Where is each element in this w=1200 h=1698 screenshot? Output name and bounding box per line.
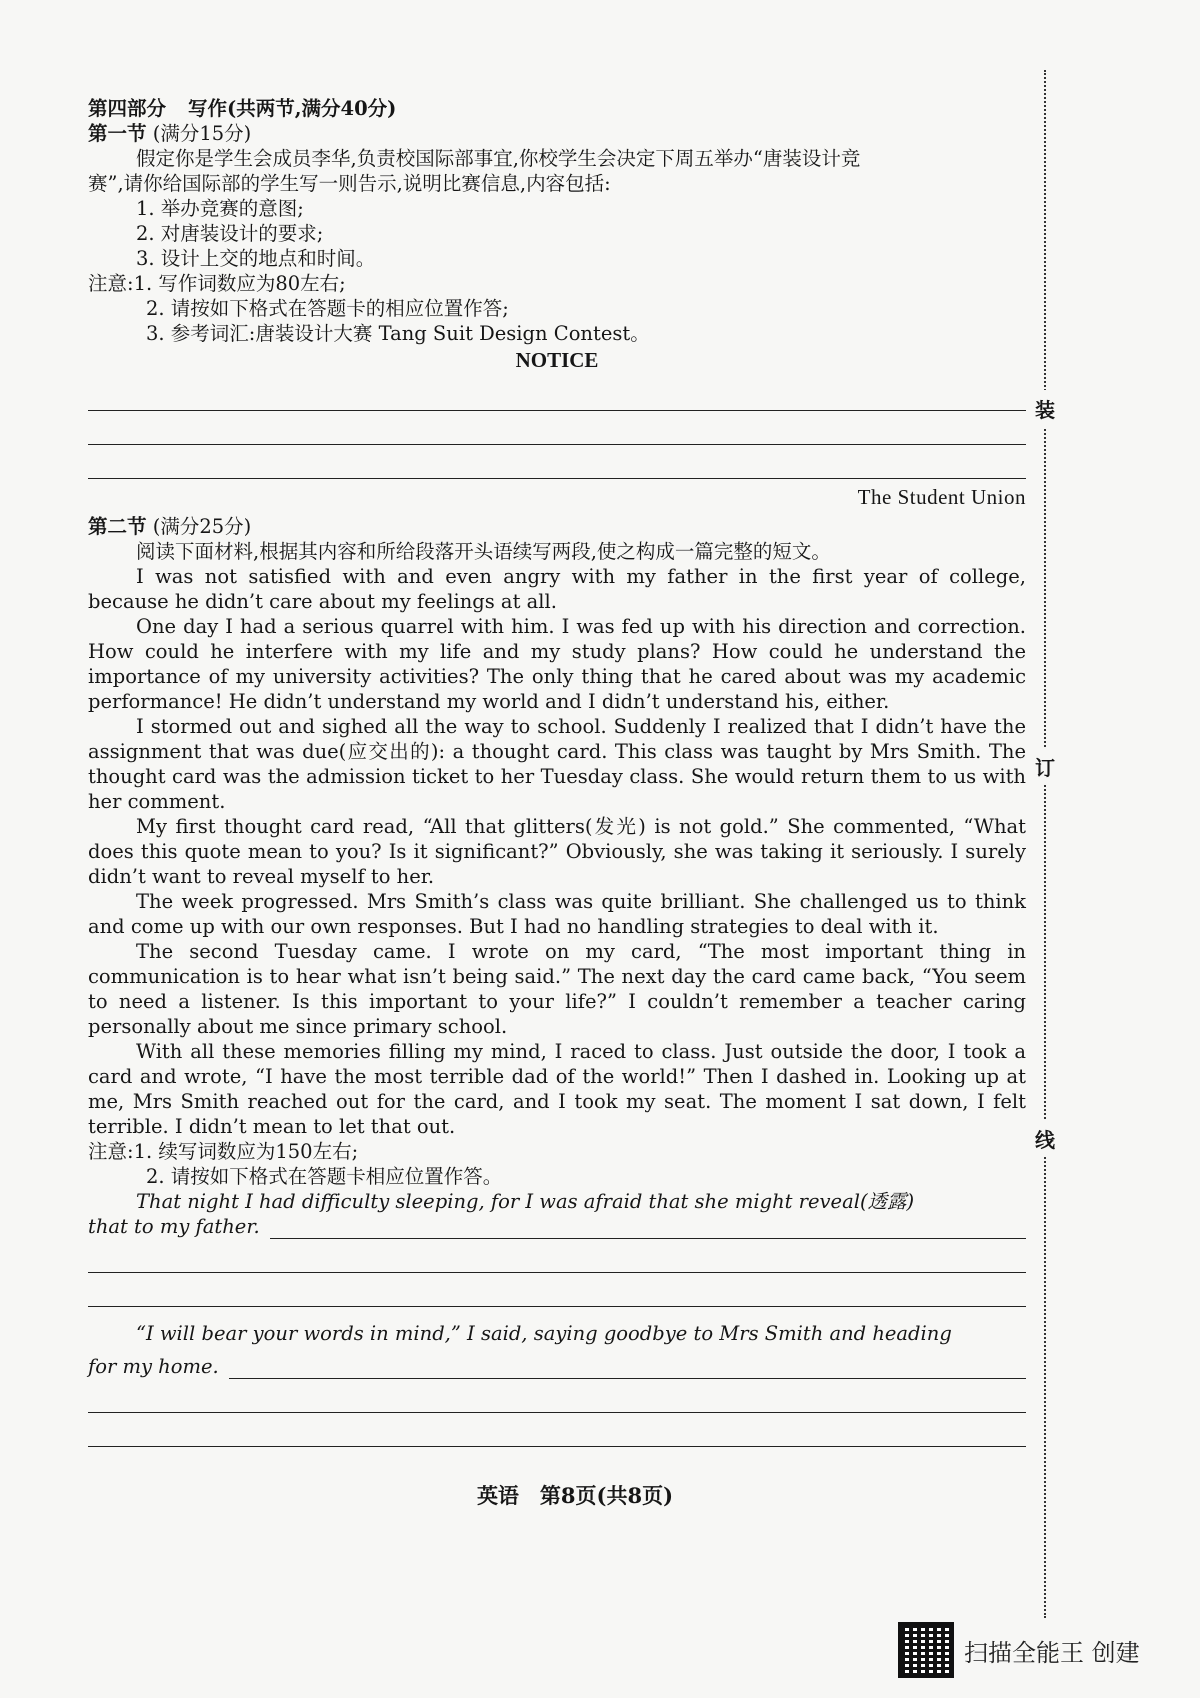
lead-sentence-2-continuation <box>88 1354 1026 1379</box>
story-paragraph: The second Tuesday came. I wrote on my card, “The most important thing in communication is to hear what isn’t being said.” The next day the card came back, “You seem to need a listener. Is this important to your life?” I couldn’t remember a teacher caring personally about me since primary school. <box>88 940 1026 1038</box>
continuation-writing-line <box>88 1273 1026 1307</box>
scanner-watermark <box>898 1620 1140 1680</box>
section1-prompt-line2: 赛”,请你给国际部的学生写一则告示,说明比赛信息,内容包括: <box>88 172 611 195</box>
continuation-writing-line <box>229 1358 1026 1379</box>
continuation-writing-line <box>88 1379 1026 1413</box>
section2-heading <box>88 514 1026 539</box>
section2-score: (满分25分) <box>152 515 252 538</box>
lead-sentence-1-continuation <box>88 1214 1026 1239</box>
story-paragraph: The week progressed. Mrs Smith’s class was quite brilliant. She challenged us to think and come up with our own responses. But I had no handling strategies to deal with it. <box>88 890 1026 938</box>
story-paragraph: My first thought card read, “All that glitters(发光) is not gold.” She commented, “What does this quote mean to you? Is it significant?” Obviously, she was taking it seriously. I surely didn’t want to reveal myself to her. <box>88 815 1026 888</box>
story-paragraph: I stormed out and sighed all the way to school. Suddenly I realized that I didn’t have the assignment that was due(应交出的): a thought card. This class was taught by Mrs Smith. The thought card was the admission ticket to her Tuesday class. She would return them to us with her comment. <box>88 715 1026 813</box>
section1-note-3: 3. 参考词汇:唐装设计大赛 Tang Suit Design Contest。 <box>146 322 650 345</box>
lead-sentence-1-end: that to my father. <box>88 1215 260 1238</box>
section1-note-1: 注意:1. 写作词数应为80左右; <box>88 272 346 295</box>
page-footer: 英语 第8页(共8页) <box>476 1483 674 1508</box>
requirement-item-2: 2. 对唐装设计的要求; <box>136 222 324 245</box>
part-heading <box>88 96 1026 121</box>
notice-title: NOTICE <box>515 348 599 372</box>
binding-char-zhuang: 装 <box>1032 390 1058 427</box>
part-label: 第四部分 <box>88 97 167 120</box>
qr-code-icon <box>898 1622 954 1678</box>
section2-label: 第二节 <box>88 515 147 538</box>
scanner-watermark-text: 扫描全能王 创建 <box>964 1638 1140 1667</box>
section2-note-2: 2. 请按如下格式在答题卡相应位置作答。 <box>146 1165 503 1188</box>
section1-heading <box>88 121 1026 146</box>
lead-sentence-2: “I will bear your words in mind,” I said, saying goodbye to Mrs Smith and heading <box>136 1322 952 1345</box>
notice-signature: The Student Union <box>857 485 1026 509</box>
notice-writing-line <box>88 445 1026 479</box>
story-paragraph: One day I had a serious quarrel with him. I was fed up with his direction and correction. How could he interfere with my life and my study plans? How could he understand the importance of my university activities? The only thing that he cared about was my academic performance! He didn’t understand my world and I didn’t understand his, either. <box>88 615 1026 713</box>
part-title: 写作(共两节,满分40分) <box>188 97 397 120</box>
section1-prompt-line1: 假定你是学生会成员李华,负责校国际部事宜,你校学生会决定下周五举办“唐装设计竞 <box>136 147 861 170</box>
notice-writing-line <box>88 411 1026 445</box>
section1-score: (满分15分) <box>152 122 252 145</box>
story-paragraph: I was not satisfied with and even angry with my father in the first year of college, because he didn’t care about my feelings at all. <box>88 565 1026 613</box>
section2-note-1: 注意:1. 续写词数应为150左右; <box>88 1140 359 1163</box>
story-paragraph: With all these memories filling my mind, I raced to class. Just outside the door, I took a card and wrote, “I have the most terrible dad of the world!” Then I dashed in. Looking up at me, Mrs Smith reached out for the card, and I took my seat. The moment I sat down, I felt terrible. I didn’t mean to let that out. <box>88 1040 1026 1138</box>
lead-sentence-1: That night I had difficulty sleeping, for I was afraid that she might reveal(透露) <box>136 1190 915 1213</box>
continuation-writing-line <box>88 1239 1026 1273</box>
section1-note-2: 2. 请按如下格式在答题卡的相应位置作答; <box>146 297 509 320</box>
page-content <box>88 96 1026 1447</box>
binding-char-ding: 订 <box>1032 748 1058 785</box>
lead-sentence-2-end: for my home. <box>88 1355 219 1378</box>
requirement-item-3: 3. 设计上交的地点和时间。 <box>136 247 376 270</box>
continuation-writing-line <box>88 1413 1026 1447</box>
notice-writing-line <box>88 377 1026 411</box>
binding-dotted-line <box>1044 70 1046 1618</box>
section1-label: 第一节 <box>88 122 147 145</box>
requirement-item-1: 1. 举办竞赛的意图; <box>136 197 304 220</box>
binding-char-xian: 线 <box>1032 1120 1058 1157</box>
continuation-writing-line <box>270 1218 1026 1239</box>
section2-instruction: 阅读下面材料,根据其内容和所给段落开头语续写两段,使之构成一篇完整的短文。 <box>136 540 831 563</box>
